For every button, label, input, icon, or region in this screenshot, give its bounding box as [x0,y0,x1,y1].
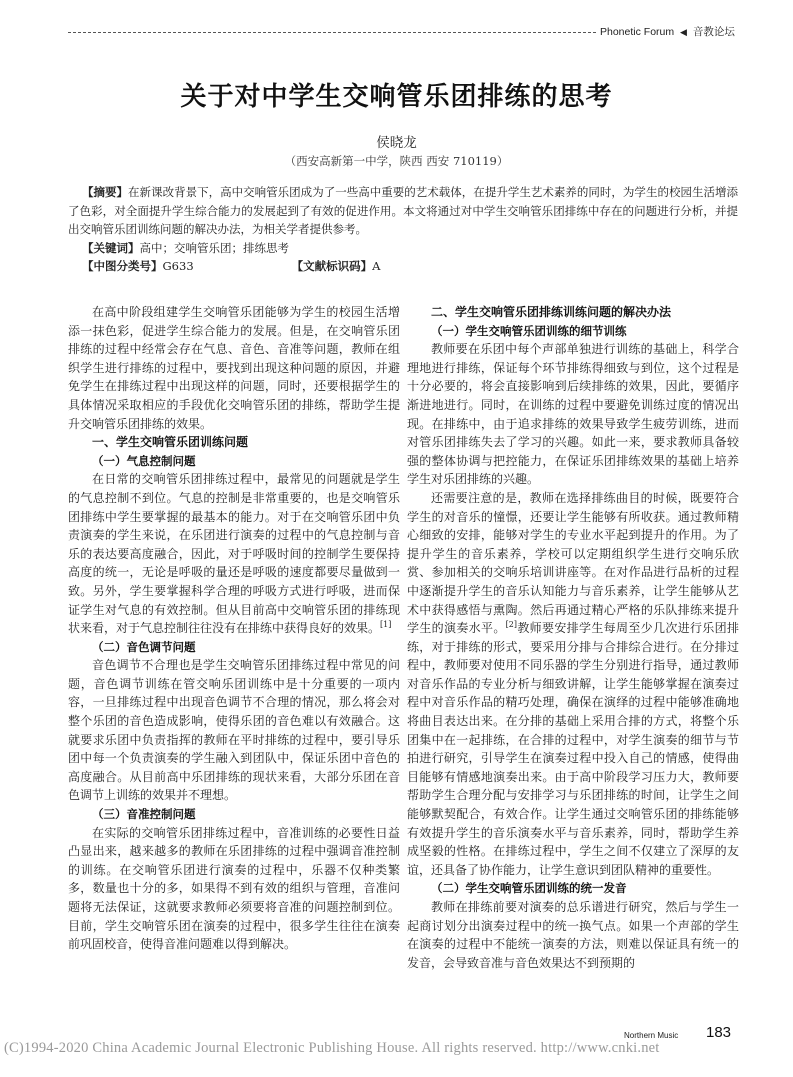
clc-code: G633 [162,259,194,273]
subsection-1-3-heading: （三）音准控制问题 [92,807,196,822]
journal-name-en: Phonetic Forum [600,26,675,38]
subsection-1-1-heading: （一）气息控制问题 [92,453,196,468]
abstract-text: 在新课改背景下，高中交响管乐团成为了一些高中重要的艺术载体，在提升学生艺术素养的同时，为学生的校园生活增添了色彩，对全面提升学生综合能力的发展起到了有效的促进作用。本文将通过对中学生交响管乐团排练中存在的问题进行分析，并提出交响管乐团训练问题的解决办法，为相关学者提供参考。 [68,185,739,236]
author-affiliation: （西安高新第一中学，陕西 西安 710119） [284,154,509,168]
copyright-watermark: (C)1994-2020 China Academic Journal Electronic Publishing House. All rights reserved. http://www.cnki.net [4,1040,660,1056]
subsection-2-1-heading: （一）学生交响管乐团训练的细节训练 [431,323,627,338]
author-name: 侯晓龙 [376,135,417,151]
right-column [407,303,739,972]
header-rule [68,32,596,33]
abstract-block [68,183,738,276]
subsection-2-1-text-b: 教师要安排学生每周至少几次进行乐团排练，对于排练的形式，要采用分排与合排综合进行。在分排过程中，教师要对使用不同乐器的学生分别进行指导，通过教师对音乐作品的专业分析与细致讲解，让学生能够掌握在演奏过程中对音乐作品的精巧处理，确保在演绎的过程中能够准确地将曲目表达出来。在分排的基础上采用合排的方式，将整个乐团集中在一起排练，在合排的过程中，对学生演奏的细节与节拍进行研究，引导学生在演奏过程中投入自己的情感，使得曲目能够有情感地演奏出来。由于高中阶段学习压力大，教师要帮助学生合理分配与安排学习与乐团排练的时间，让学生之间能够默契配合，有效合作。让学生通过交响管乐团的排练能够有效提升学生的音乐演奏水平与音乐素养，同时，帮助学生养成坚毅的性格。在排练过程中，学生之间不仅建立了深厚的友谊，还具备了协作能力，让学生意识到团队精神的重要性。 [407,621,739,877]
subsection-1-1-text: 在日常的交响管乐团排练过程中，最常见的问题就是学生的气息控制不到位。气息的控制是非常重要的，也是交响管乐团排练中学生要掌握的最基本的能力。对于在交响管乐团中负责演奏的学生来说，在乐团进行演奏的过程中的气息控制与音乐的表达要高度融合，因此，对于呼吸时间的控制学生要保持高度的统一，无论是呼吸的量还是呼吸的速度都要尽量做到一致。另外，学生要掌握科学合理的呼吸方式进行呼吸，进而保证学生对气息的有效控制。但从目前高中交响管乐团的排练现状来看，对于气息控制往往没有在排练中获得良好的效果。 [68,472,400,636]
subsection-2-1-paragraph-1: 教师要在乐团中每个声部单独进行训练的基础上，科学合理地进行排练，保证每个环节排练得细致与到位，这个过程是十分必要的，将会直接影响到后续排练的效果，因此，要循序渐进地进行。同时，在训练的过程中要避免训练过度的情况出现。在排练中，由于追求排练的效果导致学生疲劳训练，进而对管乐团排练失去了学习的兴趣。如此一来，要求教师具备较强的整体协调与把控能力，在保证乐团排练效果的基础上培养学生对乐团排练的兴趣。 [407,342,739,487]
left-column [68,303,400,954]
subsection-2-1-paragraph-2 [407,489,739,879]
abstract-label: 【摘要】 [82,185,129,199]
subsection-1-2-paragraph: 音色调节不合理也是学生交响管乐团排练过程中常见的问题，音色调节训练在管交响乐团训练中是十分重要的一项内容，一旦排练过程中出现音色调节不合理的情况，那么将会对整个乐团的音色造成影响，使得乐团的音色难以有效融合。这就要求乐团中负责指挥的教师在平时排练的过程中，要引导乐团中每一个负责演奏的学生融入到团队中，保证乐团中音色的高度融合。从目前高中乐团排练的现状来看，大部分乐团在音色调节上训练的效果并不理想。 [68,658,400,803]
subsection-2-1-text-a: 还需要注意的是，教师在选择排练曲目的时候，既要符合学生的对音乐的憧憬，还要让学生能够有所收获。通过教师精心细致的安排，能够对学生的专业水平起到提升的作用。为了提升学生的音乐素养，学校可以定期组织学生进行交响乐欣赏、参加相关的交响乐培训讲座等。在对作品进行品析的过程中逐渐提升学生的音乐认知能力与音乐素养，让学生能够从艺术中获得感悟与熏陶。然后再通过精心严格的乐队排练来提升学生的演奏水平。 [407,490,739,636]
subsection-2-2-heading: （二）学生交响管乐团训练的统一发音 [431,881,627,896]
document-code-label: 【文献标识码】 [291,259,373,273]
classification-row [68,257,738,276]
citation-ref-1[interactable]: [1] [380,620,392,630]
footer-journal-name: Northern Music [624,1031,679,1040]
triangle-left-icon: ◀ [680,27,687,37]
abstract [68,183,738,239]
document-code: A [372,259,381,273]
keywords-label: 【关键词】 [82,240,140,255]
section-1-heading: 一、学生交响管乐团训练问题 [92,435,249,450]
subsection-1-3-paragraph: 在实际的交响管乐团排练过程中，音准训练的必要性日益凸显出来，越来越多的教师在乐团排练的过程中强调音准控制的训练。在交响管乐团进行演奏的过程中，乐器不仅种类繁多，数量也十分的多，如果得不到有效的组织与管理，音准问题将无法保证，这就要求教师必须要将音准的问题控制到位。目前，学生交响管乐团在演奏的过程中，很多学生往往在演奏前巩固校音，使得音准问题难以得到解决。 [68,825,400,952]
clc-label: 【中图分类号】 [82,259,163,273]
intro-paragraph: 在高中阶段组建学生交响管乐团能够为学生的校园生活增添一抹色彩，促进学生综合能力的发展。但是，在交响管乐团排练的过程中经常会存在气息、音色、音准等问题，教师在组织学生进行排练的过程中，要找到出现这种问题的原因，并避免学生在排练过程中出现这样的问题，同时，还要根据学生的具体情况采取相应的手段优化交响管乐团的排练，帮助学生提升交响管乐团排练的效果。 [68,305,400,431]
keywords [68,239,738,258]
subsection-1-2-heading: （二）音色调节问题 [92,639,196,654]
running-head [600,24,735,39]
article-title: 关于对中学生交响管乐团排练的思考 [180,82,613,112]
page-number: 183 [706,1024,732,1041]
subsection-1-1-paragraph [68,470,400,637]
journal-name-cn: 音教论坛 [692,26,735,38]
subsection-2-2-paragraph: 教师在排练前要对演奏的总乐谱进行研究，然后与学生一起商讨划分出演奏过程中的统一换气点。如果一个声部的学生在演奏的过程中不能统一演奏的方法，则难以保证具有统一的发音，会导致音准与音色效果达不到预期的 [407,900,739,970]
keywords-text: 高中；交响管乐团；排练思考 [139,240,289,255]
citation-ref-2[interactable]: [2] [505,620,517,630]
section-2-heading: 二、学生交响管乐团排练训练问题的解决办法 [431,305,672,319]
